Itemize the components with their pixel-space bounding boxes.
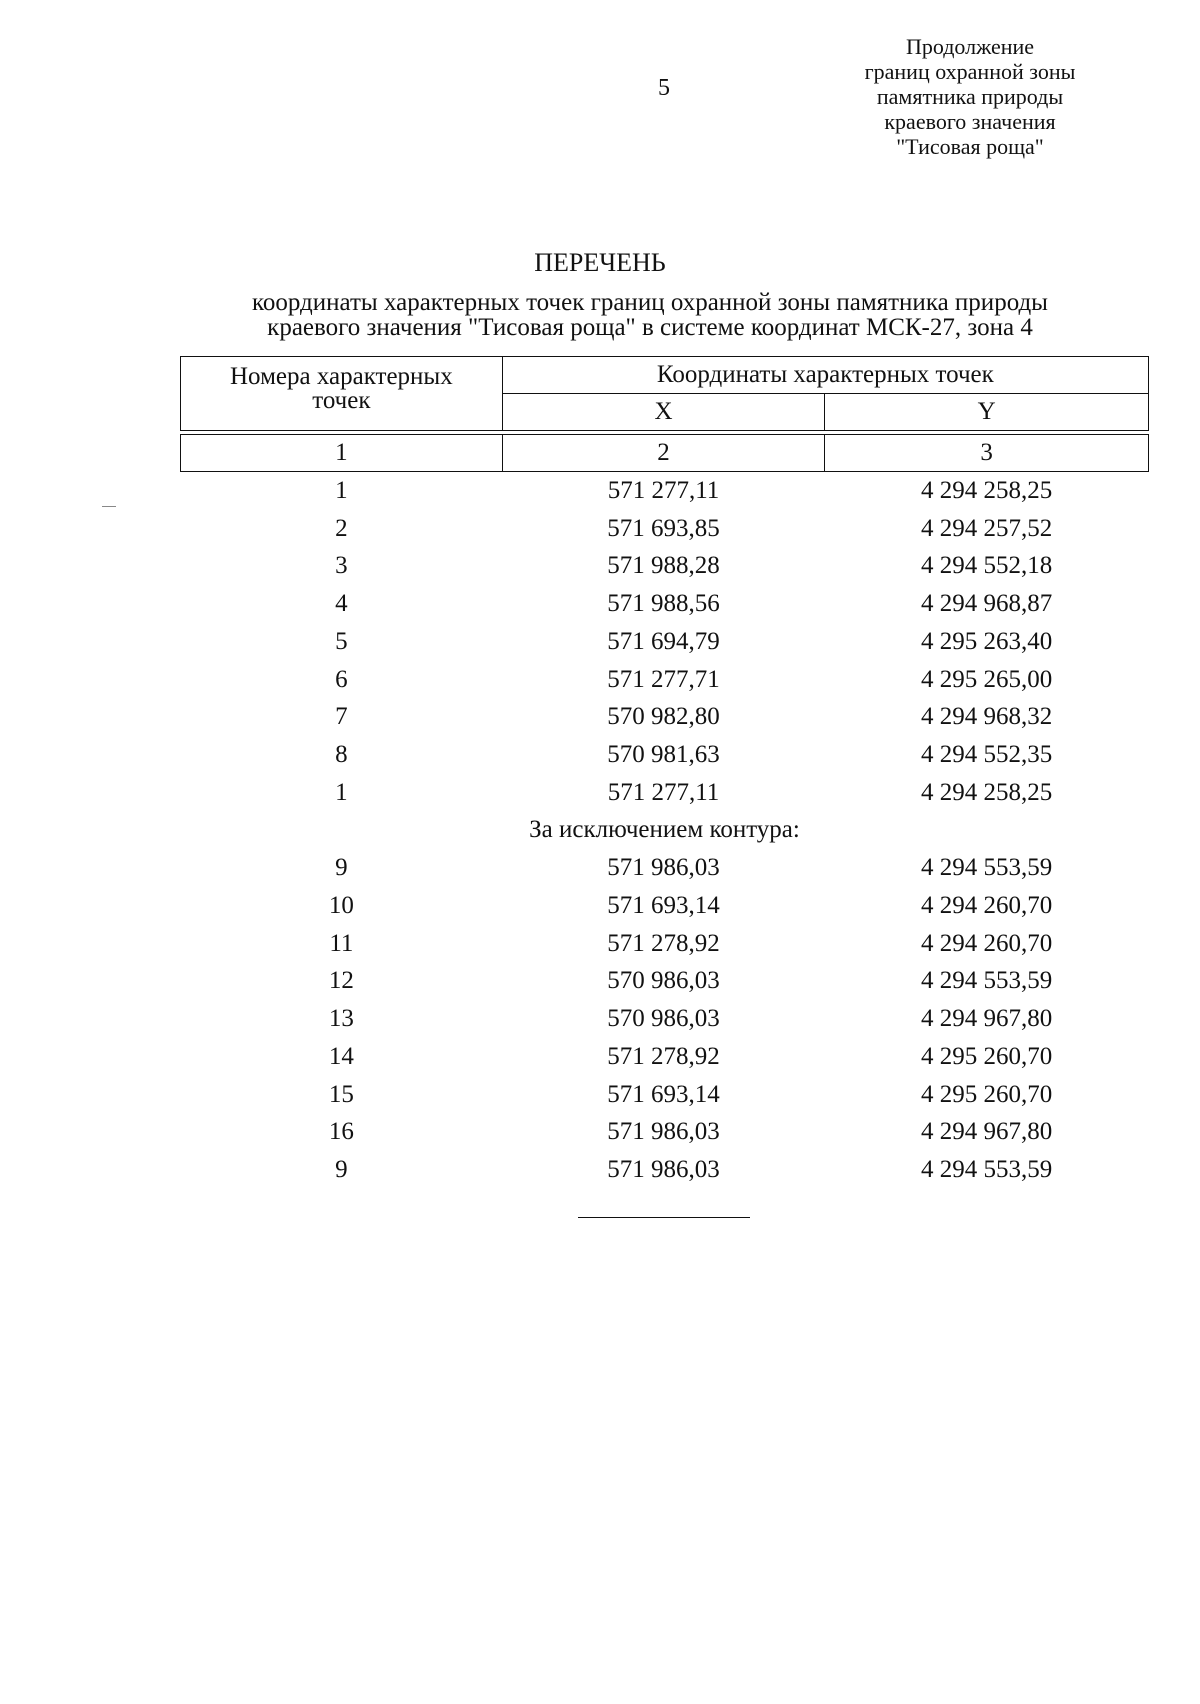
table-row [181,962,1149,1000]
y-value: 4 294 968,87 [921,590,1053,618]
points-column-header [181,357,503,431]
point-number: 13 [328,1005,354,1033]
y-value: 4 295 265,00 [921,665,1053,693]
x-value: 571 693,14 [607,1080,720,1108]
point-number: 9 [335,854,348,882]
header-note-line: краевого значения [884,109,1056,134]
table-row [181,1038,1149,1076]
points-header-line: Номера характерных [230,363,453,390]
header-note-line: памятника природы [876,84,1064,109]
x-value: 571 694,79 [607,627,720,655]
exclusion-label: За исключением контура: [529,816,800,844]
y-value: 4 294 967,80 [921,1118,1053,1146]
column-index: 3 [825,435,1149,472]
y-value: 4 294 553,59 [921,1155,1053,1183]
x-value: 571 693,14 [607,892,720,920]
point-number: 1 [335,477,348,504]
point-number: 3 [335,552,348,580]
column-index: 2 [502,435,825,472]
column-index: 1 [181,435,503,472]
y-value: 4 294 258,25 [921,477,1053,504]
subtitle-line: краевого значения "Тисовая роща" в системе координат МСК-27, зона 4 [267,314,1033,341]
document-subtitle [160,290,1140,340]
y-value: 4 295 263,40 [921,627,1053,655]
table-row [181,736,1149,774]
x-value: 570 981,63 [607,740,720,768]
y-value: 4 294 260,70 [921,892,1053,920]
x-value: 571 278,92 [607,929,720,957]
y-value: 4 294 552,18 [921,552,1053,580]
table-row [181,661,1149,699]
y-value: 4 294 553,59 [921,854,1053,882]
y-value: 4 294 968,32 [921,703,1053,731]
table-row [181,585,1149,623]
x-value: 571 986,03 [607,1155,720,1183]
x-value: 570 986,03 [607,1005,720,1033]
x-value: 570 986,03 [607,967,720,995]
margin-mark [102,506,116,507]
y-value: 4 294 967,80 [921,1005,1053,1033]
table-row [181,774,1149,812]
point-number: 11 [329,929,354,957]
y-value: 4 294 260,70 [921,929,1053,957]
table-row [181,472,1149,510]
x-value: 571 986,03 [607,1118,720,1146]
table-row [181,925,1149,963]
x-value: 571 986,03 [607,854,720,882]
point-number: 10 [328,892,354,920]
x-value: 571 277,11 [607,778,720,806]
table-row [181,547,1149,585]
table-row [181,887,1149,925]
point-number: 16 [328,1118,354,1146]
x-value: 571 693,85 [607,514,720,542]
point-number: 9 [335,1155,348,1183]
header-note-line: "Тисовая роща" [896,134,1044,159]
contour-rows [181,472,1149,1189]
point-number: 5 [335,627,348,655]
coordinates-table [180,356,1149,1189]
point-number: 6 [335,665,348,693]
point-number: 14 [328,1042,354,1070]
table-row [181,1151,1149,1189]
table-row [181,849,1149,887]
table-row [181,698,1149,736]
x-value: 571 277,11 [607,477,720,504]
table-row [181,510,1149,548]
x-value: 570 982,80 [607,703,720,731]
end-rule [578,1217,750,1218]
x-value: 571 277,71 [607,665,720,693]
x-value: 571 278,92 [607,1042,720,1070]
header-note-line: Продолжение [905,34,1035,59]
y-value: 4 294 258,25 [921,778,1053,806]
point-number: 12 [328,967,354,995]
y-value: 4 295 260,70 [921,1080,1053,1108]
page-number: 5 [658,75,670,101]
y-value: 4 294 553,59 [921,967,1053,995]
point-number: 1 [335,778,348,806]
y-value: 4 294 257,52 [921,514,1053,542]
table-row [181,623,1149,661]
point-number: 2 [335,514,348,542]
x-value: 571 988,28 [607,552,720,580]
point-number: 7 [335,703,348,731]
table-row [181,1113,1149,1151]
coordinates-column-header: Координаты характерных точек [502,357,1148,394]
x-value: 571 988,56 [607,590,720,618]
table-row [181,1000,1149,1038]
point-number: 8 [335,740,348,768]
points-header-line: точек [312,387,371,414]
subtitle-line: координаты характерных точек границ охранной зоны памятника природы [252,289,1048,316]
y-value: 4 294 552,35 [921,740,1053,768]
table-row [181,1076,1149,1114]
header-note [820,34,1120,159]
x-column-header: X [502,394,825,431]
point-number: 4 [335,590,348,618]
point-number: 15 [328,1080,354,1108]
y-value: 4 295 260,70 [921,1042,1053,1070]
header-note-line: границ охранной зоны [864,59,1076,84]
y-column-header: Y [825,394,1149,431]
document-title: ПЕРЕЧЕНЬ [534,248,666,277]
